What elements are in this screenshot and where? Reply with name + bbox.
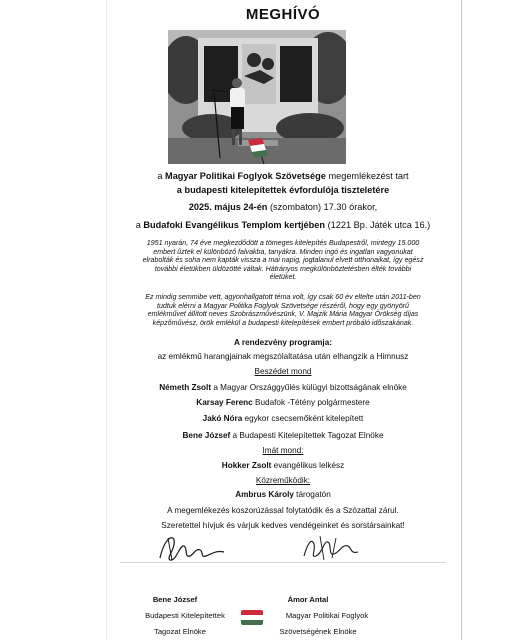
speaker-name: Karsay Ferenc bbox=[196, 398, 253, 407]
event-date: 2025. május 24-én bbox=[188, 202, 268, 212]
history-line: 1951 nyarán, 74 éve megkezdődött a tömeges kitelepítés Budapestről, mintegy 15.000 bbox=[146, 239, 420, 247]
memorial-photo bbox=[168, 30, 346, 164]
signature-right bbox=[296, 530, 366, 564]
footer-right-line2: Szövetségének Elnöke bbox=[279, 627, 357, 636]
history-line: elrabolták és soha nem kapták vissza a mai napig, jogtalanul elvett otthonaikat, így egész bbox=[142, 256, 424, 265]
invite-line-4 bbox=[106, 220, 460, 230]
closing-line-2: Szeretettel hívjuk és várjuk kedves vendégeinket és sorstársainkat! bbox=[161, 521, 405, 530]
closing-line-1: A megemlékezés koszorúzással folytatódik és a Szózattal zárul. bbox=[167, 506, 399, 515]
speaker-4 bbox=[106, 431, 460, 441]
history-line: embert űztek el különböző falvakba, tanyákra. Minden ingó és ingatlan vagyonukat bbox=[153, 247, 413, 256]
speaker-role: Budafok -Tétény polgármestere bbox=[252, 398, 370, 407]
contrib-line bbox=[106, 490, 460, 500]
prayer-line bbox=[106, 461, 460, 471]
footer-right-line1: Magyar Politikai Foglyok bbox=[285, 611, 369, 620]
event-address: (1221 Bp. Játék utca 16.) bbox=[325, 220, 431, 230]
prayer-name: Hokker Zsolt bbox=[221, 461, 272, 470]
history-paragraph bbox=[120, 239, 446, 282]
invite-line-1-pre: a bbox=[157, 171, 166, 181]
program-heading: A rendezvény programja: bbox=[234, 338, 332, 347]
event-time: (szombaton) 17.30 órakor, bbox=[267, 202, 378, 212]
speaker-role: a Budapesti Kitelepítettek Tagozat Elnöke bbox=[230, 431, 384, 440]
footer-divider bbox=[120, 562, 446, 563]
invite-line-1 bbox=[106, 171, 460, 181]
speaker-role: egykor csecsemőként kitelepített bbox=[242, 414, 364, 423]
invite-line-4-pre: a bbox=[135, 220, 144, 230]
prayer-heading: Imát mond: bbox=[262, 446, 304, 455]
program-bells: az emlékmű harangjainak megszólaltatása után elhangzik a Himnusz bbox=[157, 352, 409, 361]
speaker-name: Jakó Nóra bbox=[202, 414, 243, 423]
event-place: Budafoki Evangélikus Templom kertjében bbox=[143, 220, 326, 230]
speaker-3 bbox=[106, 414, 460, 424]
speaker-1 bbox=[106, 383, 460, 393]
contrib-heading: Közreműködik: bbox=[255, 476, 311, 485]
contrib-role: tárogatón bbox=[293, 490, 331, 499]
organizer-name: Magyar Politikai Foglyok Szövetsége bbox=[165, 171, 326, 181]
speaker-name: Németh Zsolt bbox=[159, 383, 212, 392]
speaker-name: Bene József bbox=[182, 431, 231, 440]
memorial-line: emlékművet állított neves Szobrászművészünk, V. Majzik Mária Magyar Örökség díjas bbox=[147, 310, 419, 319]
document-title: MEGHÍVÓ bbox=[245, 6, 321, 23]
history-line: életüket. bbox=[269, 273, 297, 282]
memorial-line: tudtuk elérni a Magyar Politika Foglyok Szövetsége részéről, hogy egy gyönyörű bbox=[157, 301, 409, 310]
footer-left-line1: Budapesti Kitelepítettek bbox=[145, 611, 225, 620]
invite-line-1-post: megemlékezést tart bbox=[325, 171, 409, 181]
signature-left bbox=[154, 530, 230, 564]
footer-left-line2: Tagozat Elnöke bbox=[154, 627, 206, 636]
invite-line-3 bbox=[106, 202, 460, 212]
speaker-role: a Magyar Országgyűlés külügyi bizottságának elnöke bbox=[211, 383, 407, 392]
memorial-line: képzőművész, örök emlékül a budapesti kitelepítések embert próbáló időszakának. bbox=[152, 318, 414, 327]
memorial-paragraph bbox=[120, 293, 446, 327]
prayer-role: evangélikus lelkész bbox=[271, 461, 345, 470]
speaker-2 bbox=[106, 398, 460, 408]
hungarian-flag-icon bbox=[241, 610, 263, 625]
history-line: további életükben üldözötté váltak. Hátrányos megkülönböztetésben élték további bbox=[154, 264, 412, 273]
invite-line-2: a budapesti kitelepítettek évfordulója tiszteletére bbox=[176, 185, 390, 195]
contrib-name: Ambrus Károly bbox=[235, 490, 294, 499]
memorial-line: Ez mindig semmibe vett, agyonhallgatott téma volt, így csak 60 év eltelte után 2011-ben bbox=[145, 293, 421, 301]
footer-right-name: Ámor Antal bbox=[287, 595, 329, 604]
footer-left-name: Bene József bbox=[152, 595, 198, 604]
flag-stripe bbox=[241, 620, 263, 625]
speeches-heading: Beszédet mond bbox=[254, 367, 312, 376]
